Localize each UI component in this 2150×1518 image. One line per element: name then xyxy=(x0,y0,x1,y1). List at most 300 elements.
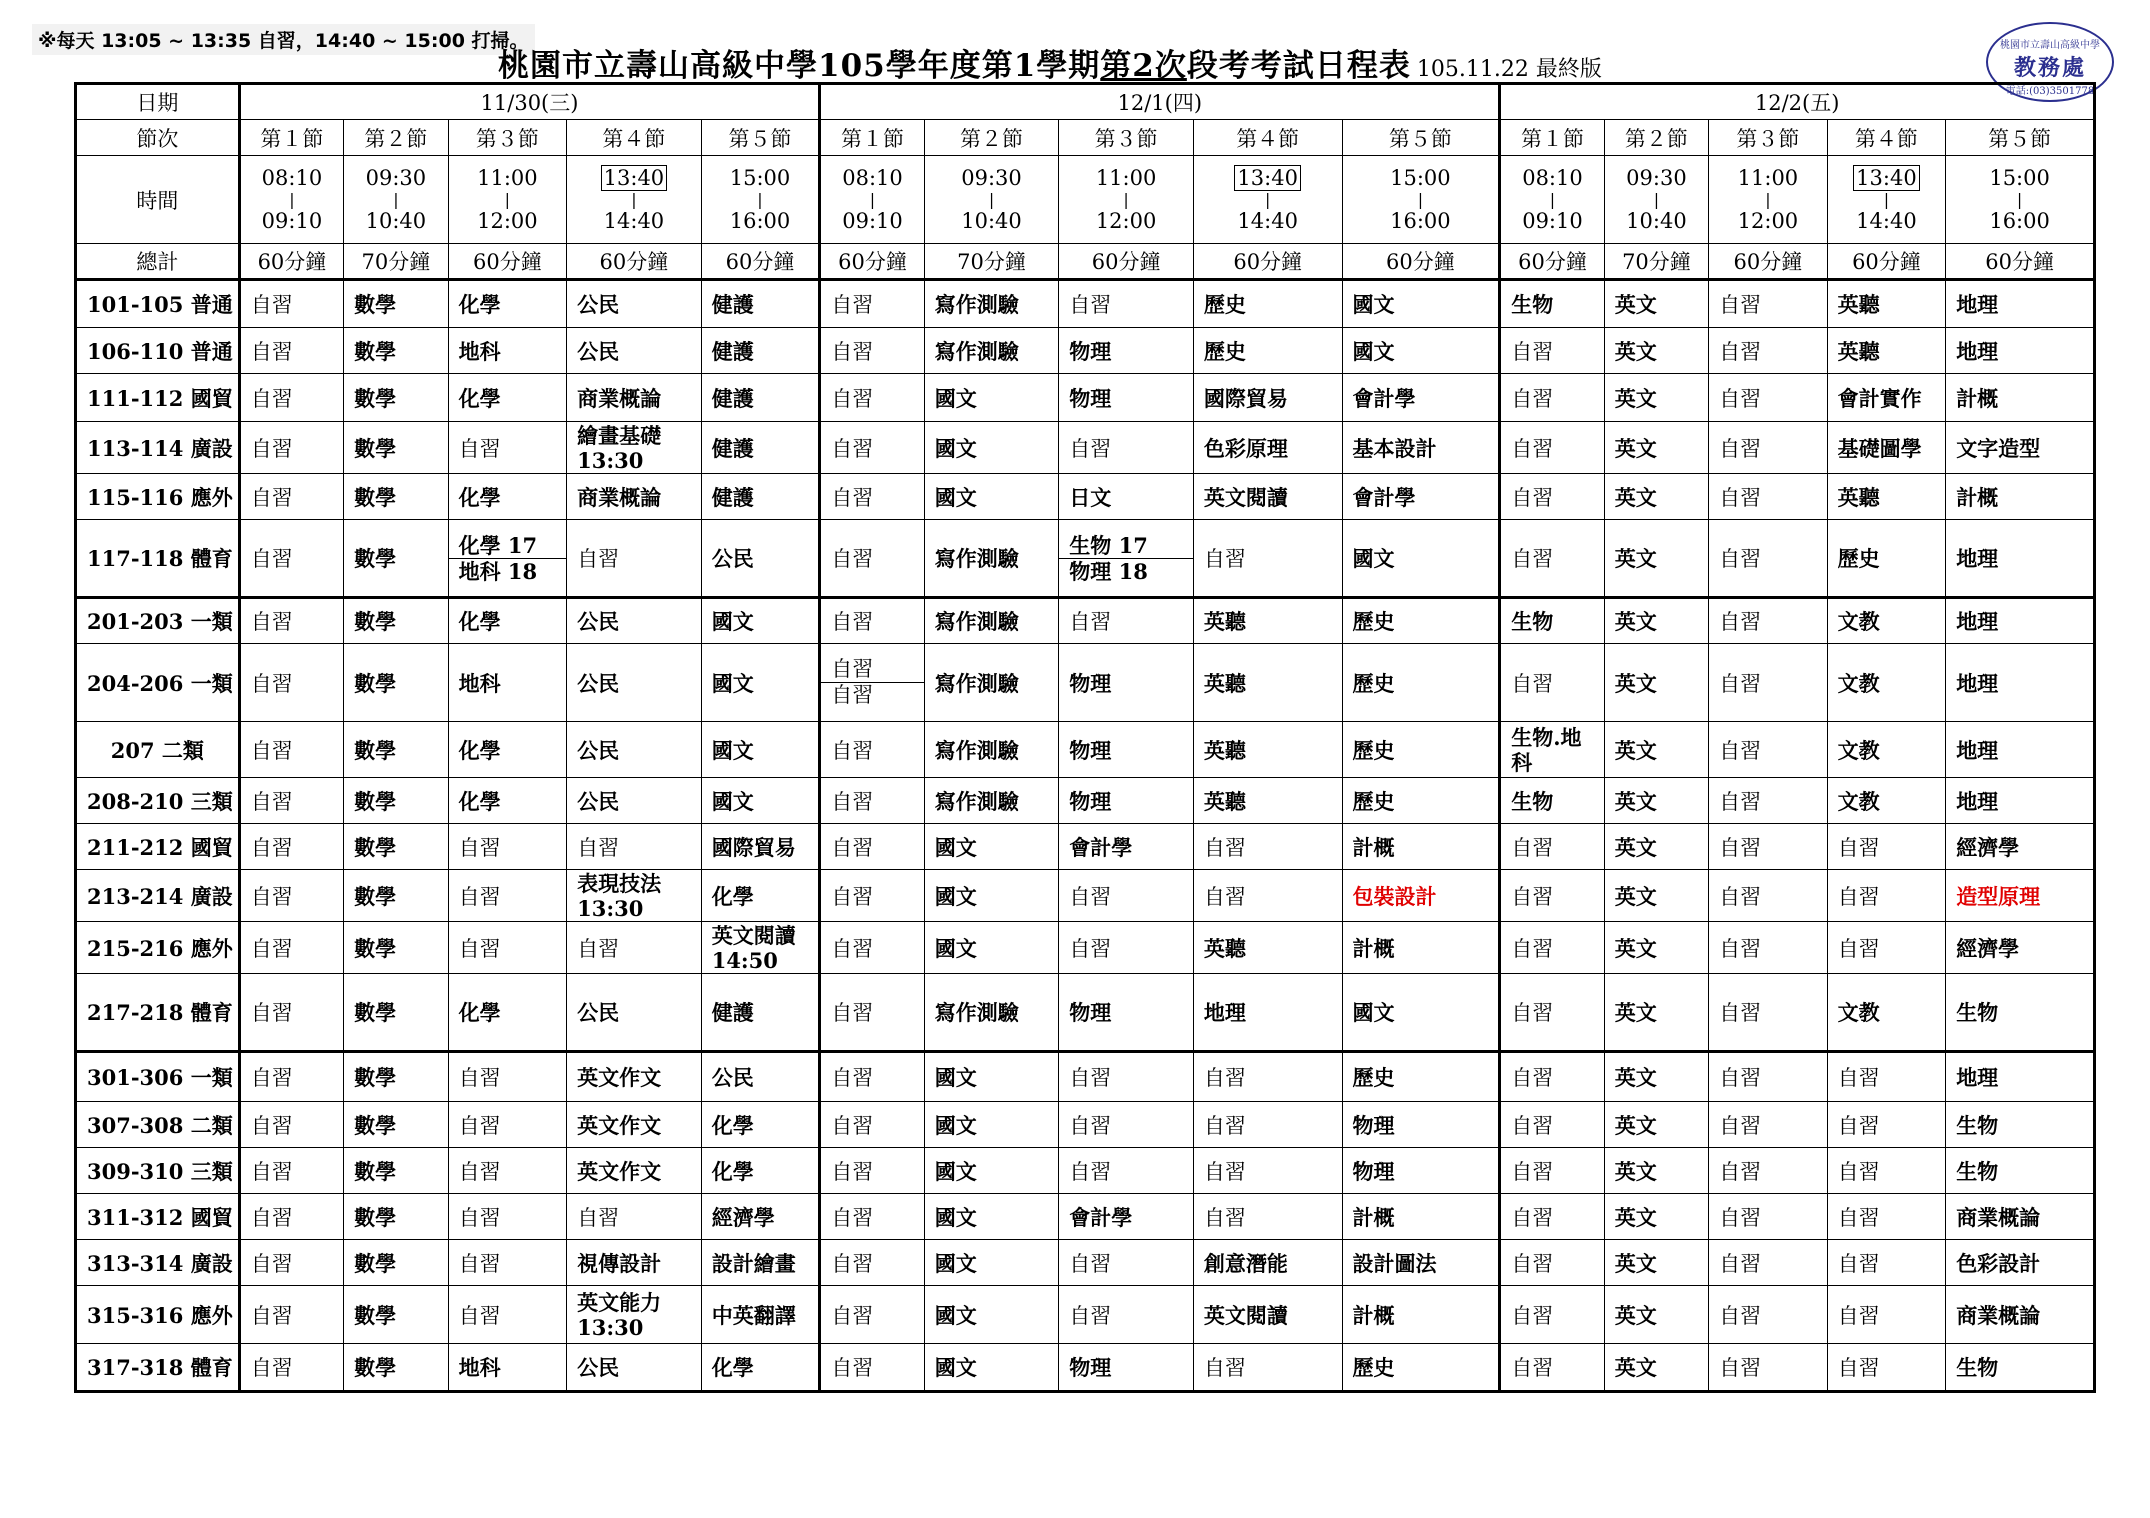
subject-cell: 自習 xyxy=(820,598,924,644)
period-header: 第１節 xyxy=(1500,120,1604,156)
subject-cell: 自習 xyxy=(448,1240,567,1286)
time-start: 13:40 xyxy=(1853,165,1920,191)
subject-cell: 自習 xyxy=(239,922,343,974)
period-header: 第４節 xyxy=(1193,120,1342,156)
subject-cell: 化學 xyxy=(448,598,567,644)
subject-cell: 數學 xyxy=(344,974,448,1052)
class-row xyxy=(76,374,2095,422)
subject-cell: 化學 xyxy=(701,1148,820,1194)
class-name: 204-206 一類 xyxy=(76,644,240,722)
subject-cell: 公民 xyxy=(567,644,702,722)
subject-cell: 自習 xyxy=(239,280,343,328)
subject-cell: 自習 xyxy=(1500,1102,1604,1148)
subject-cell: 歷史 xyxy=(1827,520,1946,598)
subject-cell: 計概 xyxy=(1342,1194,1500,1240)
subject-cell: 自習 xyxy=(1709,1240,1828,1286)
subject-cell: 英文 xyxy=(1604,374,1708,422)
duration: 60分鐘 xyxy=(1946,244,2095,280)
time-separator: | xyxy=(1123,189,1129,209)
subject-cell: 寫作測驗 xyxy=(924,974,1059,1052)
subject-cell: 自習 xyxy=(820,474,924,520)
class-name: 208-210 三類 xyxy=(76,778,240,824)
subject-cell: 生物 xyxy=(1946,1148,2095,1194)
subject-cell: 英文作文 xyxy=(567,1148,702,1194)
subject-cell: 地科 xyxy=(448,1344,567,1392)
subject-cell: 自習 xyxy=(239,422,343,474)
class-row xyxy=(76,598,2095,644)
subject-cell: 公民 xyxy=(701,1052,820,1102)
time-slot xyxy=(1827,156,1946,244)
class-row xyxy=(76,1148,2095,1194)
duration: 60分鐘 xyxy=(567,244,702,280)
stamp-bottom: 電話:(03)3501778 xyxy=(2005,86,2095,97)
subject-cell: 地理 xyxy=(1193,974,1342,1052)
time-start: 13:40 xyxy=(1234,165,1301,191)
subject-cell: 自習 xyxy=(448,1286,567,1344)
time-separator: | xyxy=(2016,189,2023,209)
day-header: 12/2(五) xyxy=(1500,84,2095,120)
class-name: 317-318 體育 xyxy=(76,1344,240,1392)
time-slot xyxy=(344,156,448,244)
subject-part: 物理 18 xyxy=(1059,558,1193,584)
stamp-main: 教務處 xyxy=(2013,55,2086,81)
subject-cell: 自習 xyxy=(448,870,567,922)
duration: 60分鐘 xyxy=(820,244,924,280)
subject-cell: 數學 xyxy=(344,1052,448,1102)
duration: 70分鐘 xyxy=(924,244,1059,280)
subject-cell: 自習 xyxy=(820,1286,924,1344)
subject-cell: 自習 xyxy=(448,1194,567,1240)
class-row xyxy=(76,1240,2095,1286)
subject-part: 地科 18 xyxy=(449,558,567,584)
class-name: 115-116 應外 xyxy=(76,474,240,520)
subject-cell: 自習 xyxy=(820,1344,924,1392)
subject-cell: 寫作測驗 xyxy=(924,280,1059,328)
subject-cell: 國際貿易 xyxy=(1193,374,1342,422)
time-separator: | xyxy=(1765,189,1771,209)
subject-cell: 自習 xyxy=(1709,1148,1828,1194)
subject-cell: 英聽 xyxy=(1193,644,1342,722)
subject-cell: 自習 xyxy=(1827,870,1946,922)
subject-cell: 英文閱讀 xyxy=(1193,1286,1342,1344)
period-header: 第２節 xyxy=(1604,120,1708,156)
period-header: 第３節 xyxy=(1059,120,1194,156)
subject-cell: 數學 xyxy=(344,922,448,974)
subject-cell: 自習 xyxy=(820,824,924,870)
subject-cell: 英聽 xyxy=(1827,328,1946,374)
subject-cell: 健護 xyxy=(701,328,820,374)
class-row xyxy=(76,870,2095,922)
class-name: 201-203 一類 xyxy=(76,598,240,644)
subject-cell: 物理 xyxy=(1059,644,1194,722)
subject-cell: 自習 xyxy=(1193,1148,1342,1194)
subject-cell: 中英翻譯 xyxy=(701,1286,820,1344)
subject-cell: 化學 xyxy=(448,778,567,824)
subject-cell: 自習 xyxy=(1500,520,1604,598)
subject-cell xyxy=(820,644,924,722)
subject-cell: 自習 xyxy=(1500,422,1604,474)
subject-part: 生物.地 xyxy=(1511,724,1582,750)
subject-cell: 地理 xyxy=(1946,328,2095,374)
subject-cell: 英文 xyxy=(1604,328,1708,374)
subject-cell: 計概 xyxy=(1946,374,2095,422)
subject-cell: 自習 xyxy=(239,974,343,1052)
time-end: 12:00 xyxy=(1095,208,1157,233)
subject-cell: 自習 xyxy=(1709,280,1828,328)
time-start: 08:10 xyxy=(261,165,323,190)
time-start: 09:30 xyxy=(365,165,427,190)
subject-cell: 國文 xyxy=(924,1102,1059,1148)
subject-cell: 自習 xyxy=(448,1148,567,1194)
subject-cell: 自習 xyxy=(239,778,343,824)
subject-cell: 公民 xyxy=(567,598,702,644)
subject-cell: 健護 xyxy=(701,374,820,422)
time-end: 10:40 xyxy=(1626,208,1687,233)
time-end: 12:00 xyxy=(477,208,538,233)
subject-cell: 健護 xyxy=(701,974,820,1052)
duration: 60分鐘 xyxy=(1709,244,1828,280)
subject-cell: 化學 xyxy=(701,1344,820,1392)
subject-cell: 自習 xyxy=(567,520,702,598)
subject-cell: 地理 xyxy=(1946,722,2095,778)
time-start: 09:30 xyxy=(961,165,1022,190)
subject-cell: 自習 xyxy=(448,1102,567,1148)
class-row xyxy=(76,644,2095,722)
subject-cell: 地理 xyxy=(1946,1052,2095,1102)
time-end: 09:10 xyxy=(1522,208,1583,233)
subject-cell: 自習 xyxy=(1500,644,1604,722)
period-header: 第１節 xyxy=(239,120,343,156)
time-end: 16:00 xyxy=(1989,208,2050,233)
duration: 60分鐘 xyxy=(1193,244,1342,280)
class-row xyxy=(76,778,2095,824)
class-row xyxy=(76,520,2095,598)
subject-cell: 自習 xyxy=(820,280,924,328)
subject-cell: 國文 xyxy=(924,1286,1059,1344)
title-version: 105.11.22 最終版 xyxy=(1416,57,1602,82)
subject-cell: 英文 xyxy=(1604,1344,1708,1392)
subject-cell: 設計圖法 xyxy=(1342,1240,1500,1286)
subject-cell: 英聽 xyxy=(1193,598,1342,644)
subject-cell xyxy=(448,520,567,598)
subject-cell: 自習 xyxy=(1059,870,1194,922)
subject-cell: 化學 xyxy=(701,870,820,922)
subject-cell: 生物 xyxy=(1500,598,1604,644)
duration: 60分鐘 xyxy=(239,244,343,280)
subject-cell: 數學 xyxy=(344,1102,448,1148)
subject-cell: 歷史 xyxy=(1193,280,1342,328)
subject-cell: 自習 xyxy=(1709,722,1828,778)
period-header: 第５節 xyxy=(1946,120,2095,156)
period-header: 第２節 xyxy=(344,120,448,156)
subject-cell: 英文 xyxy=(1604,974,1708,1052)
subject-cell: 歷史 xyxy=(1342,598,1500,644)
subject-cell: 歷史 xyxy=(1342,778,1500,824)
class-row xyxy=(76,328,2095,374)
subject-cell: 商業概論 xyxy=(567,474,702,520)
subject-cell: 地科 xyxy=(448,328,567,374)
subject-cell: 英文 xyxy=(1604,870,1708,922)
time-end: 12:00 xyxy=(1737,208,1799,233)
subject-cell: 自習 xyxy=(1500,1194,1604,1240)
subject-cell xyxy=(1059,520,1194,598)
subject-cell: 自習 xyxy=(239,1286,343,1344)
subject-cell: 自習 xyxy=(239,598,343,644)
subject-cell: 自習 xyxy=(1500,870,1604,922)
subject-cell: 歷史 xyxy=(1342,644,1500,722)
class-name: 311-312 國貿 xyxy=(76,1194,240,1240)
subject-cell: 自習 xyxy=(1827,922,1946,974)
subject-cell: 英聽 xyxy=(1193,922,1342,974)
subject-cell: 自習 xyxy=(239,1344,343,1392)
subject-cell: 自習 xyxy=(820,1240,924,1286)
subject-cell: 寫作測驗 xyxy=(924,722,1059,778)
subject-cell: 自習 xyxy=(239,474,343,520)
subject-cell: 地理 xyxy=(1946,778,2095,824)
subject-cell: 數學 xyxy=(344,1194,448,1240)
subject-cell: 健護 xyxy=(701,422,820,474)
subject-cell: 生物 xyxy=(1500,280,1604,328)
subject-cell: 自習 xyxy=(1500,922,1604,974)
period-header: 第５節 xyxy=(1342,120,1500,156)
subject-cell: 化學 xyxy=(448,280,567,328)
period-header: 第４節 xyxy=(1827,120,1946,156)
exam-schedule-table xyxy=(74,82,2096,1393)
subject-cell: 自習 xyxy=(239,374,343,422)
time-end: 09:10 xyxy=(261,208,323,233)
subject-cell: 日文 xyxy=(1059,474,1194,520)
subject-cell: 國文 xyxy=(924,1148,1059,1194)
page-title xyxy=(498,40,1602,85)
period-label: 節次 xyxy=(76,120,240,156)
subject-cell: 自習 xyxy=(1059,1052,1194,1102)
subject-part: 英文能力 xyxy=(577,1289,662,1315)
subject-cell: 自習 xyxy=(1500,1052,1604,1102)
subject-cell: 歷史 xyxy=(1342,722,1500,778)
subject-cell: 自習 xyxy=(1193,520,1342,598)
subject-cell: 自習 xyxy=(448,1052,567,1102)
subject-cell: 數學 xyxy=(344,328,448,374)
subject-cell: 生物 xyxy=(1946,1102,2095,1148)
subject-cell: 自習 xyxy=(1827,1194,1946,1240)
class-name: 309-310 三類 xyxy=(76,1148,240,1194)
subject-cell: 經濟學 xyxy=(1946,922,2095,974)
class-name: 301-306 一類 xyxy=(76,1052,240,1102)
class-name: 217-218 體育 xyxy=(76,974,240,1052)
subject-cell: 自習 xyxy=(567,824,702,870)
subject-cell: 自習 xyxy=(448,922,567,974)
subject-cell: 英文 xyxy=(1604,1194,1708,1240)
class-row xyxy=(76,1052,2095,1102)
time-end: 10:40 xyxy=(961,208,1022,233)
subject-cell: 自習 xyxy=(1059,1148,1194,1194)
subject-cell: 自習 xyxy=(239,1148,343,1194)
period-header: 第４節 xyxy=(567,120,702,156)
time-start: 11:00 xyxy=(1737,165,1799,190)
class-name: 307-308 二類 xyxy=(76,1102,240,1148)
subject-cell: 國文 xyxy=(924,474,1059,520)
time-separator: | xyxy=(1653,189,1660,209)
subject-cell: 自習 xyxy=(1500,374,1604,422)
period-header: 第５節 xyxy=(701,120,820,156)
subject-cell: 英聽 xyxy=(1193,722,1342,778)
subject-cell: 國際貿易 xyxy=(701,824,820,870)
time-slot xyxy=(701,156,820,244)
subject-cell: 會計實作 xyxy=(1827,374,1946,422)
subject-cell: 自習 xyxy=(1193,870,1342,922)
time-start: 11:00 xyxy=(1095,165,1157,190)
subject-cell: 經濟學 xyxy=(701,1194,820,1240)
duration: 60分鐘 xyxy=(1500,244,1604,280)
subject-cell: 文教 xyxy=(1827,974,1946,1052)
subject-cell: 文教 xyxy=(1827,778,1946,824)
class-name: 315-316 應外 xyxy=(76,1286,240,1344)
subject-cell: 造型原理 xyxy=(1946,870,2095,922)
subject-cell: 自習 xyxy=(239,520,343,598)
class-row xyxy=(76,422,2095,474)
class-row xyxy=(76,474,2095,520)
subject-cell: 自習 xyxy=(820,1194,924,1240)
subject-cell: 國文 xyxy=(924,870,1059,922)
subject-cell: 計概 xyxy=(1342,1286,1500,1344)
subject-cell: 自習 xyxy=(820,520,924,598)
subject-cell: 地理 xyxy=(1946,520,2095,598)
subject-cell: 自習 xyxy=(1709,1194,1828,1240)
subject-cell: 自習 xyxy=(820,374,924,422)
subject-cell: 自習 xyxy=(1500,1286,1604,1344)
subject-cell: 自習 xyxy=(1059,422,1194,474)
subject-cell: 數學 xyxy=(344,474,448,520)
subject-cell: 英文 xyxy=(1604,1052,1708,1102)
subject-cell: 自習 xyxy=(1193,1344,1342,1392)
subject-cell xyxy=(701,922,820,974)
time-end: 09:10 xyxy=(842,208,903,233)
subject-cell: 自習 xyxy=(1709,824,1828,870)
subject-cell: 包裝設計 xyxy=(1342,870,1500,922)
duration: 60分鐘 xyxy=(1059,244,1194,280)
subject-cell: 自習 xyxy=(1709,778,1828,824)
time-label: 時間 xyxy=(76,156,240,244)
subject-cell: 自習 xyxy=(1059,1286,1194,1344)
subject-cell: 商業概論 xyxy=(1946,1194,2095,1240)
time-slot xyxy=(1500,156,1604,244)
subject-cell: 商業概論 xyxy=(1946,1286,2095,1344)
subject-cell xyxy=(567,422,702,474)
subject-cell: 基本設計 xyxy=(1342,422,1500,474)
daily-note: ※每天 13:05 ~ 13:35 自習，14:40 ~ 15:00 打掃。 xyxy=(32,24,535,55)
subject-part: 生物 17 xyxy=(1069,532,1148,558)
subject-part: 繪畫基礎 xyxy=(577,422,662,448)
subject-cell: 國文 xyxy=(701,644,820,722)
title-suffix: 段考考試日程表 xyxy=(1186,48,1411,84)
subject-cell: 國文 xyxy=(924,1052,1059,1102)
subject-cell: 歷史 xyxy=(1342,1052,1500,1102)
subject-cell: 數學 xyxy=(344,520,448,598)
subject-cell: 自習 xyxy=(448,824,567,870)
subject-cell: 自習 xyxy=(1827,1240,1946,1286)
subject-cell: 計概 xyxy=(1946,474,2095,520)
subject-cell: 英聽 xyxy=(1827,280,1946,328)
subject-cell: 自習 xyxy=(239,870,343,922)
subject-cell: 英文 xyxy=(1604,922,1708,974)
subject-cell: 色彩設計 xyxy=(1946,1240,2095,1286)
class-row xyxy=(76,1194,2095,1240)
date-label: 日期 xyxy=(76,84,240,120)
subject-cell: 物理 xyxy=(1342,1148,1500,1194)
subject-cell: 寫作測驗 xyxy=(924,598,1059,644)
time-start: 08:10 xyxy=(842,165,903,190)
subject-cell: 自習 xyxy=(1709,1344,1828,1392)
day-header: 11/30(三) xyxy=(239,84,820,120)
subject-cell: 國文 xyxy=(701,778,820,824)
class-row xyxy=(76,922,2095,974)
time-end: 14:40 xyxy=(1856,208,1917,233)
time-separator: | xyxy=(631,189,637,209)
subject-cell: 英文 xyxy=(1604,778,1708,824)
subject-cell: 自習 xyxy=(1709,974,1828,1052)
subject-cell: 文字造型 xyxy=(1946,422,2095,474)
subject-cell: 自習 xyxy=(1827,1052,1946,1102)
subject-cell: 物理 xyxy=(1342,1102,1500,1148)
subject-cell: 英文 xyxy=(1604,824,1708,870)
subject-cell: 數學 xyxy=(344,778,448,824)
subject-cell: 國文 xyxy=(924,1194,1059,1240)
subject-cell: 自習 xyxy=(239,1194,343,1240)
period-header: 第３節 xyxy=(1709,120,1828,156)
subject-cell: 自習 xyxy=(1059,1240,1194,1286)
subject-cell xyxy=(567,870,702,922)
time-separator: | xyxy=(504,189,511,209)
subject-cell: 自習 xyxy=(820,974,924,1052)
subject-cell: 創意潛能 xyxy=(1193,1240,1342,1286)
class-name: 101-105 普通 xyxy=(76,280,240,328)
subject-cell: 國文 xyxy=(924,824,1059,870)
subject-part: 13:30 xyxy=(577,447,644,473)
subject-cell: 公民 xyxy=(567,328,702,374)
subject-cell: 自習 xyxy=(1709,474,1828,520)
subject-cell: 化學 xyxy=(701,1102,820,1148)
subject-cell: 自習 xyxy=(567,922,702,974)
class-name: 211-212 國貿 xyxy=(76,824,240,870)
subject-cell: 英文 xyxy=(1604,1286,1708,1344)
subject-cell: 自習 xyxy=(239,644,343,722)
subject-cell: 會計學 xyxy=(1342,374,1500,422)
subject-cell: 物理 xyxy=(1059,778,1194,824)
subject-cell: 自習 xyxy=(1193,824,1342,870)
subject-cell: 物理 xyxy=(1059,722,1194,778)
subject-cell: 化學 xyxy=(448,722,567,778)
subject-cell: 自習 xyxy=(820,422,924,474)
duration: 60分鐘 xyxy=(701,244,820,280)
subject-cell: 數學 xyxy=(344,280,448,328)
duration: 70分鐘 xyxy=(1604,244,1708,280)
subject-cell: 國文 xyxy=(924,1344,1059,1392)
subject-cell: 生物 xyxy=(1946,974,2095,1052)
time-start: 08:10 xyxy=(1522,165,1583,190)
subject-cell: 國文 xyxy=(924,1240,1059,1286)
subject-cell: 自習 xyxy=(1827,1148,1946,1194)
subject-cell: 國文 xyxy=(701,722,820,778)
time-start: 09:30 xyxy=(1626,165,1687,190)
subject-cell: 健護 xyxy=(701,474,820,520)
subject-cell: 寫作測驗 xyxy=(924,644,1059,722)
subject-cell: 自習 xyxy=(820,722,924,778)
subject-cell: 經濟學 xyxy=(1946,824,2095,870)
class-name: 215-216 應外 xyxy=(76,922,240,974)
subject-cell: 國文 xyxy=(1342,974,1500,1052)
class-name: 213-214 廣設 xyxy=(76,870,240,922)
subject-cell: 自習 xyxy=(820,1102,924,1148)
